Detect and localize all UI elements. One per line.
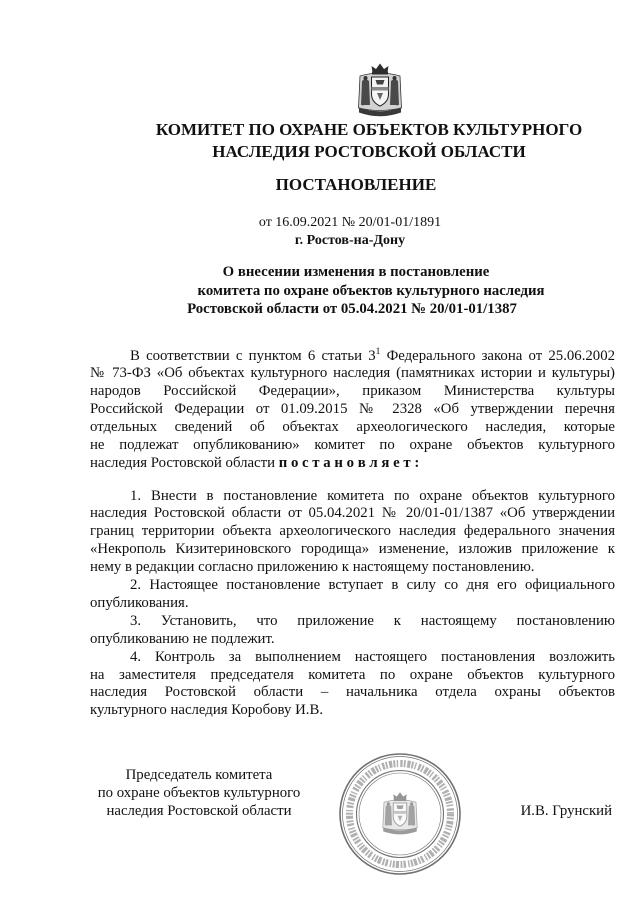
preamble-line: № 73-ФЗ «Об объектах культурного наследия (памятниках истории и культуры) (90, 365, 615, 382)
signatory-name: И.В. Грунский (520, 803, 612, 820)
organization-title (109, 119, 629, 163)
organization-title-line: КОМИТЕТ ПО ОХРАНЕ ОБЪЕКТОВ КУЛЬТУРНОГО (155, 120, 583, 139)
preamble-line (90, 348, 615, 366)
document-subject (96, 263, 616, 319)
resolution-item-3 (90, 613, 615, 649)
resolution-item-2 (90, 577, 615, 613)
item-line: опубликованию не подлежит. (90, 630, 275, 647)
coat-of-arms-shape (359, 64, 402, 117)
resolution-item-1 (90, 488, 615, 578)
document-date-number: от 16.09.2021 № 20/01-01/1891 (258, 214, 442, 230)
document-city: г. Ростов-на-Дону (294, 232, 406, 248)
organization-title-line: НАСЛЕДИЯ РОСТОВСКОЙ ОБЛАСТИ (212, 142, 526, 161)
item-line: наследия Ростовской области от 05.04.2021 № 20/01-01/1387 «Об утверждении (90, 505, 615, 522)
subject-line: комитета по охране объектов культурного наследия (197, 282, 545, 299)
signatory-title-line: наследия Ростовской области (106, 803, 292, 820)
preamble-text: наследия Ростовской области (90, 454, 279, 471)
subject-line: О внесении изменения в постановление (222, 264, 490, 280)
item-line: 2. Настоящее постановление вступает в силу со дня его официального (130, 577, 615, 594)
preamble-text: Федерального закона от 25.06.2002 (380, 347, 615, 364)
item-line: 1. Внести в постановление комитета по охране объектов культурного (130, 487, 615, 504)
preamble-line: отдельных сведений об объектах археологического наследия, которые (90, 419, 615, 436)
subject-line: Ростовской области от 05.04.2021 № 20/01-01/1387 (187, 301, 517, 317)
date-number-block (90, 214, 610, 250)
document-type: ПОСТАНОВЛЕНИЕ (275, 175, 437, 194)
resolution-item-4 (90, 649, 615, 721)
signatory-title-line: по охране объектов культурного (97, 785, 301, 802)
coat-of-arms-icon (356, 62, 404, 118)
preamble-line: народов Российской Федерации», приказом Министерства культуры (90, 383, 615, 400)
item-line: на заместителя председателя комитета по охране объектов культурного (90, 666, 615, 683)
resolution-items (90, 488, 615, 721)
item-line: «Некрополь Кизитериновского городища» изменение, изложив приложение к (90, 541, 615, 558)
resolves-word: п о с т а н о в л я е т : (278, 454, 420, 471)
signatory-title-line: Председатель комитета (125, 767, 273, 784)
item-line: культурного наследия Коробову И.В. (90, 702, 324, 719)
article-superscript: 1 (375, 346, 381, 357)
seal-emblem-icon (383, 792, 417, 834)
signatory-title (79, 766, 319, 820)
preamble-line (90, 455, 615, 473)
item-line: 4. Контроль за выполнением настоящего постановления возложить (130, 648, 615, 665)
item-line: наследия Ростовской области – начальника отдела охраны объектов (90, 684, 615, 701)
item-line: опубликования. (90, 594, 189, 611)
item-line: границ территории объекта археологического наследия федерального значения (90, 523, 615, 540)
item-line: нему в редакции согласно приложению к настоящему постановлению. (90, 559, 535, 576)
preamble-paragraph (90, 348, 615, 473)
preamble-text: В соответствии с пунктом 6 статьи 3 (130, 347, 376, 364)
preamble-line: Российской Федерации от 01.09.2015 № 2328 «Об утверждении перечня (90, 401, 615, 418)
preamble-line: не подлежат опубликованию» комитет по охране объектов культурного (90, 437, 615, 454)
item-line: 3. Установить, что приложение к настоящему постановлению (130, 612, 615, 629)
